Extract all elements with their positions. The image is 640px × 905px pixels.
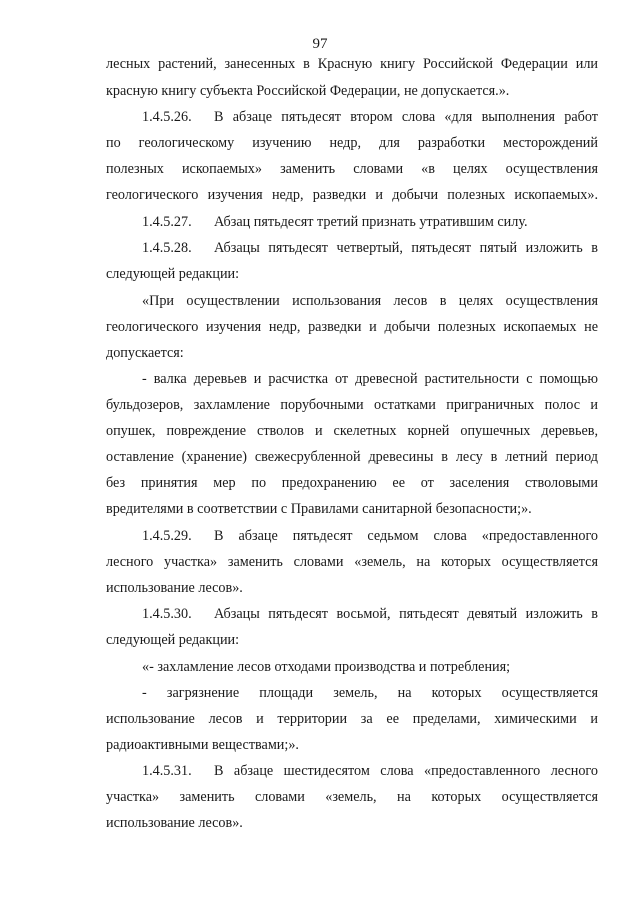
text-line: следующей редакции: [106, 266, 240, 282]
paragraph-text: В абзаце пятьдесят седьмом слова «предоставленного [214, 528, 598, 544]
numbered-paragraph-line [142, 108, 598, 126]
text-line: геологического изучения недр, разведки и добычи полезных ископаемых не [106, 319, 598, 335]
paragraph-text: Абзацы пятьдесят четвертый, пятьдесят пятый изложить в [214, 240, 598, 256]
text-line: бульдозеров, захламление порубочными остатками приграничных полос и [106, 397, 598, 413]
text-line: использование лесов». [106, 815, 243, 831]
paragraph-text: Абзацы пятьдесят восьмой, пятьдесят девятый изложить в [214, 606, 598, 622]
paragraph-number: 1.4.5.31. [142, 763, 192, 779]
text-line: «- захламление лесов отходами производства и потребления; [142, 659, 511, 675]
text-line: оставление (хранение) свежесрубленной древесины в лесу в летний период [106, 449, 598, 465]
text-line: лесного участка» заменить словами «земель, на которых осуществляется [106, 554, 598, 570]
numbered-paragraph-line [142, 605, 598, 623]
paragraph-number: 1.4.5.29. [142, 528, 192, 544]
paragraph-number: 1.4.5.27. [142, 214, 192, 230]
text-line: допускается: [106, 345, 184, 361]
numbered-paragraph-line [142, 762, 598, 780]
paragraph-text: В абзаце шестидесятом слова «предоставленного лесного [214, 763, 598, 779]
text-line: без принятия мер по предохранению ее от заселения стволовыми [106, 475, 598, 491]
text-line: радиоактивными веществами;». [106, 737, 299, 753]
text-line: использование лесов и территории за ее пределами, химическими и [106, 711, 598, 727]
text-line: полезных ископаемых» заменить словами «в целях осуществления [106, 161, 598, 177]
text-line: геологического изучения недр, разведки и добычи полезных ископаемых». [106, 187, 598, 203]
numbered-paragraph-line [142, 239, 598, 257]
text-line: красную книгу субъекта Российской Федерации, не допускается.». [106, 83, 510, 99]
text-line: «При осуществлении использования лесов в целях осуществления [142, 293, 598, 309]
text-line: участка» заменить словами «земель, на которых осуществляется [106, 789, 598, 805]
numbered-paragraph-line [142, 527, 598, 545]
text-line: лесных растений, занесенных в Красную книгу Российской Федерации или [106, 56, 598, 72]
paragraph-number: 1.4.5.28. [142, 240, 192, 256]
text-line: по геологическому изучению недр, для разработки месторождений [106, 135, 598, 151]
text-line: опушек, повреждение стволов и скелетных корней опушечных деревьев, [106, 423, 598, 439]
page-number: 97 [312, 36, 328, 52]
paragraph-number: 1.4.5.30. [142, 606, 192, 622]
paragraph-text: Абзац пятьдесят третий признать утратившим силу. [214, 214, 528, 230]
text-line: - валка деревьев и расчистка от древесной растительности с помощью [142, 371, 598, 387]
paragraph-number: 1.4.5.26. [142, 109, 192, 125]
paragraph-text: В абзаце пятьдесят втором слова «для выполнения работ [214, 109, 598, 125]
text-line: использование лесов». [106, 580, 243, 596]
numbered-paragraph-line [142, 213, 598, 231]
text-line: - загрязнение площади земель, на которых осуществляется [142, 685, 598, 701]
text-line: вредителями в соответствии с Правилами санитарной безопасности;». [106, 501, 532, 517]
text-line: следующей редакции: [106, 632, 240, 648]
